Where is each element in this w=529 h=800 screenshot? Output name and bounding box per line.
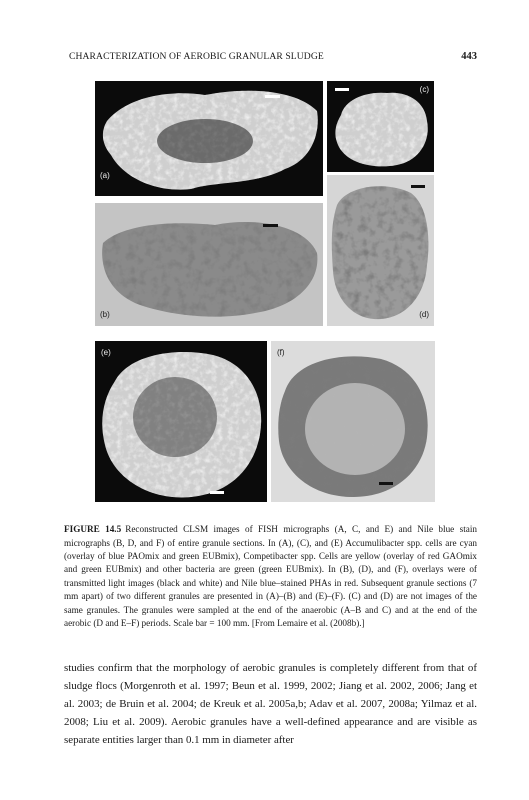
panel-e-micrograph [95,341,267,502]
panel-f-label: (f) [277,348,285,357]
page-header [69,51,477,65]
figure-caption-text: Reconstructed CLSM images of FISH micrographs (A, C, and E) and Nile blue stain micrographs (B, D, and F) of entire granule sections. In (A), (C), and (E) Accumulibacter spp. cells are cyan (overlay of blue PAOmix and green EUBmix), Competibacter spp. Cells are yellow (overlay of red GAOmix and green EUBmix) and other bacteria are green (green EUBmix). In (B), (D), and (F), overlays were of transmitted light images (black and white) and Nile blue–stained PHAs in red. Subsequent granule sections (7 mm apart) of two different granules are presented in (A)–(B) and (E)–(F). (C) and (D) are not images of the same granules. The granules were sampled at the end of the anaerobic (A–B and C) and at the end of the aerobic (D and E–F) periods. Scale bar = 100 mm. [From Lemaire et al. (2008b).] [64,524,477,629]
panel-d-micrograph [327,175,434,326]
panel-b-micrograph [95,203,323,326]
granule-d-image [327,175,434,326]
figure-caption [64,523,477,630]
panel-a-micrograph [95,81,323,196]
page-number: 443 [461,51,477,62]
panel-a-label: (a) [100,171,110,180]
panel-f-micrograph [271,341,435,502]
panel-e-label: (e) [101,348,111,357]
granule-f-image [271,341,435,502]
body-paragraph: studies confirm that the morphology of aerobic granules is completely different from that of sludge flocs (Morgenroth et al. 1997; Beun et al. 1999, 2002; Jiang et al. 2002, 2006; Jang et al. 2003; de Bruin et al. 2004; de Kreuk et al. 2005a,b; Adav et al. 2007, 2008a; Yilmaz et al. 2008; Liu et al. 2009). Aerobic granules have a well-defined appearance and are visible as separate entities larger than 0.1 mm in diameter after [64,661,477,746]
figure-label: FIGURE 14.5 [64,524,122,535]
panel-c-scale-bar [335,88,349,91]
panel-d-scale-bar [411,185,425,188]
panel-c-label: (c) [419,85,429,94]
panel-b-scale-bar [263,224,278,227]
granule-a-image [95,81,323,196]
panel-b-label: (b) [100,310,110,319]
granule-e-image [95,341,267,502]
panel-a-scale-bar [265,95,280,98]
granule-b-image [95,203,323,326]
granule-c-image [327,81,434,172]
panel-d-label: (d) [419,310,429,319]
running-head: CHARACTERIZATION OF AEROBIC GRANULAR SLUDGE [69,51,324,62]
panel-f-scale-bar [379,482,393,485]
panel-e-scale-bar [210,491,224,494]
panel-c-micrograph [327,81,434,172]
